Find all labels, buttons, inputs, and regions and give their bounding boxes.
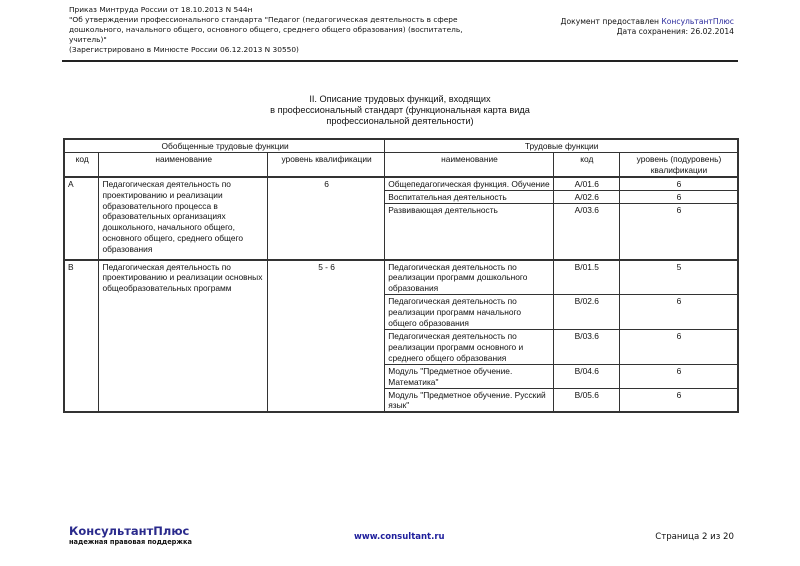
lab-level-cell: 6: [619, 190, 738, 203]
document-provenance: [561, 17, 734, 37]
section-title-line: II. Описание трудовых функций, входящих: [309, 94, 491, 104]
footer-brand-name: КонсультантПлюс: [69, 524, 190, 538]
lab-name-cell: Воспитательная деятельность: [385, 190, 553, 203]
lab-code-cell: B/04.6: [553, 364, 619, 388]
header-divider: [62, 60, 738, 62]
lab-name-cell: Модуль "Предметное обучение. Математика": [385, 364, 553, 388]
lab-code-cell: B/05.6: [553, 388, 619, 412]
table-group-header-row: [64, 139, 738, 152]
footer-website-link[interactable]: www.consultant.ru: [354, 532, 445, 542]
col-gen-name: наименование: [99, 152, 267, 176]
lab-name-cell: Модуль "Предметное обучение. Русский язык": [385, 388, 553, 412]
lab-level-cell: 6: [619, 177, 738, 190]
gen-level-cell: 5 - 6: [267, 260, 384, 413]
col-lab-code: код: [553, 152, 619, 176]
functional-map-table: [63, 138, 739, 413]
gen-name-cell: Педагогическая деятельность по проектированию и реализации образовательного процесса в образовательных организациях дошкольного, начального общего, основного общего, среднего общего образования: [99, 177, 267, 260]
lab-code-cell: A/01.6: [553, 177, 619, 190]
gen-code-cell: A: [64, 177, 99, 260]
col-lab-level: уровень (подуровень) квалификации: [619, 152, 738, 176]
lab-level-cell: 6: [619, 329, 738, 364]
lab-level-cell: 6: [619, 295, 738, 330]
labor-functions-header: Трудовые функции: [385, 139, 738, 152]
footer-brand-tagline: надежная правовая поддержка: [69, 538, 192, 546]
lab-code-cell: B/02.6: [553, 295, 619, 330]
provided-by: [561, 17, 734, 27]
lab-code-cell: A/02.6: [553, 190, 619, 203]
section-title-line: профессиональной деятельности): [326, 116, 474, 126]
section-title: [240, 94, 560, 127]
lab-name-cell: Педагогическая деятельность по реализации программ основного и среднего общего образования: [385, 329, 553, 364]
header-line: "Об утверждении профессионального стандарта "Педагог (педагогическая деятельность в сфере: [69, 15, 458, 24]
table-column-header-row: [64, 152, 738, 176]
provider-brand-link[interactable]: КонсультантПлюс: [661, 17, 734, 26]
table-row: [64, 260, 738, 295]
gen-level-cell: 6: [267, 177, 384, 260]
gen-name-cell: Педагогическая деятельность по проектированию и реализации основных общеобразовательных программ: [99, 260, 267, 413]
lab-level-cell: 6: [619, 203, 738, 260]
header-line: дошкольного, начального общего, основного общего, среднего общего образования) (воспитатель,: [69, 25, 463, 34]
lab-level-cell: 5: [619, 260, 738, 295]
col-gen-level: уровень квалификации: [267, 152, 384, 176]
document-header-citation: [69, 5, 469, 55]
footer-brand-logo: [69, 525, 192, 547]
gen-code-cell: B: [64, 260, 99, 413]
header-line: учитель)": [69, 35, 107, 44]
table-row: [64, 177, 738, 190]
lab-name-cell: Педагогическая деятельность по реализации программ дошкольного образования: [385, 260, 553, 295]
generalized-functions-header: Обобщенные трудовые функции: [64, 139, 385, 152]
lab-name-cell: Общепедагогическая функция. Обучение: [385, 177, 553, 190]
provided-by-label: Документ предоставлен: [560, 17, 662, 26]
lab-level-cell: 6: [619, 364, 738, 388]
col-gen-code: код: [64, 152, 99, 176]
save-date: Дата сохранения: 26.02.2014: [616, 27, 734, 36]
col-lab-name: наименование: [385, 152, 553, 176]
lab-name-cell: Развивающая деятельность: [385, 203, 553, 260]
header-line: (Зарегистрировано в Минюсте России 06.12.2013 N 30550): [69, 45, 299, 54]
page-counter: Страница 2 из 20: [655, 532, 734, 542]
section-title-line: в профессиональный стандарт (функциональная карта вида: [270, 105, 530, 115]
lab-code-cell: A/03.6: [553, 203, 619, 260]
header-line: Приказ Минтруда России от 18.10.2013 N 544н: [69, 5, 253, 14]
lab-name-cell: Педагогическая деятельность по реализации программ начального общего образования: [385, 295, 553, 330]
lab-code-cell: B/03.6: [553, 329, 619, 364]
lab-code-cell: B/01.5: [553, 260, 619, 295]
lab-level-cell: 6: [619, 388, 738, 412]
